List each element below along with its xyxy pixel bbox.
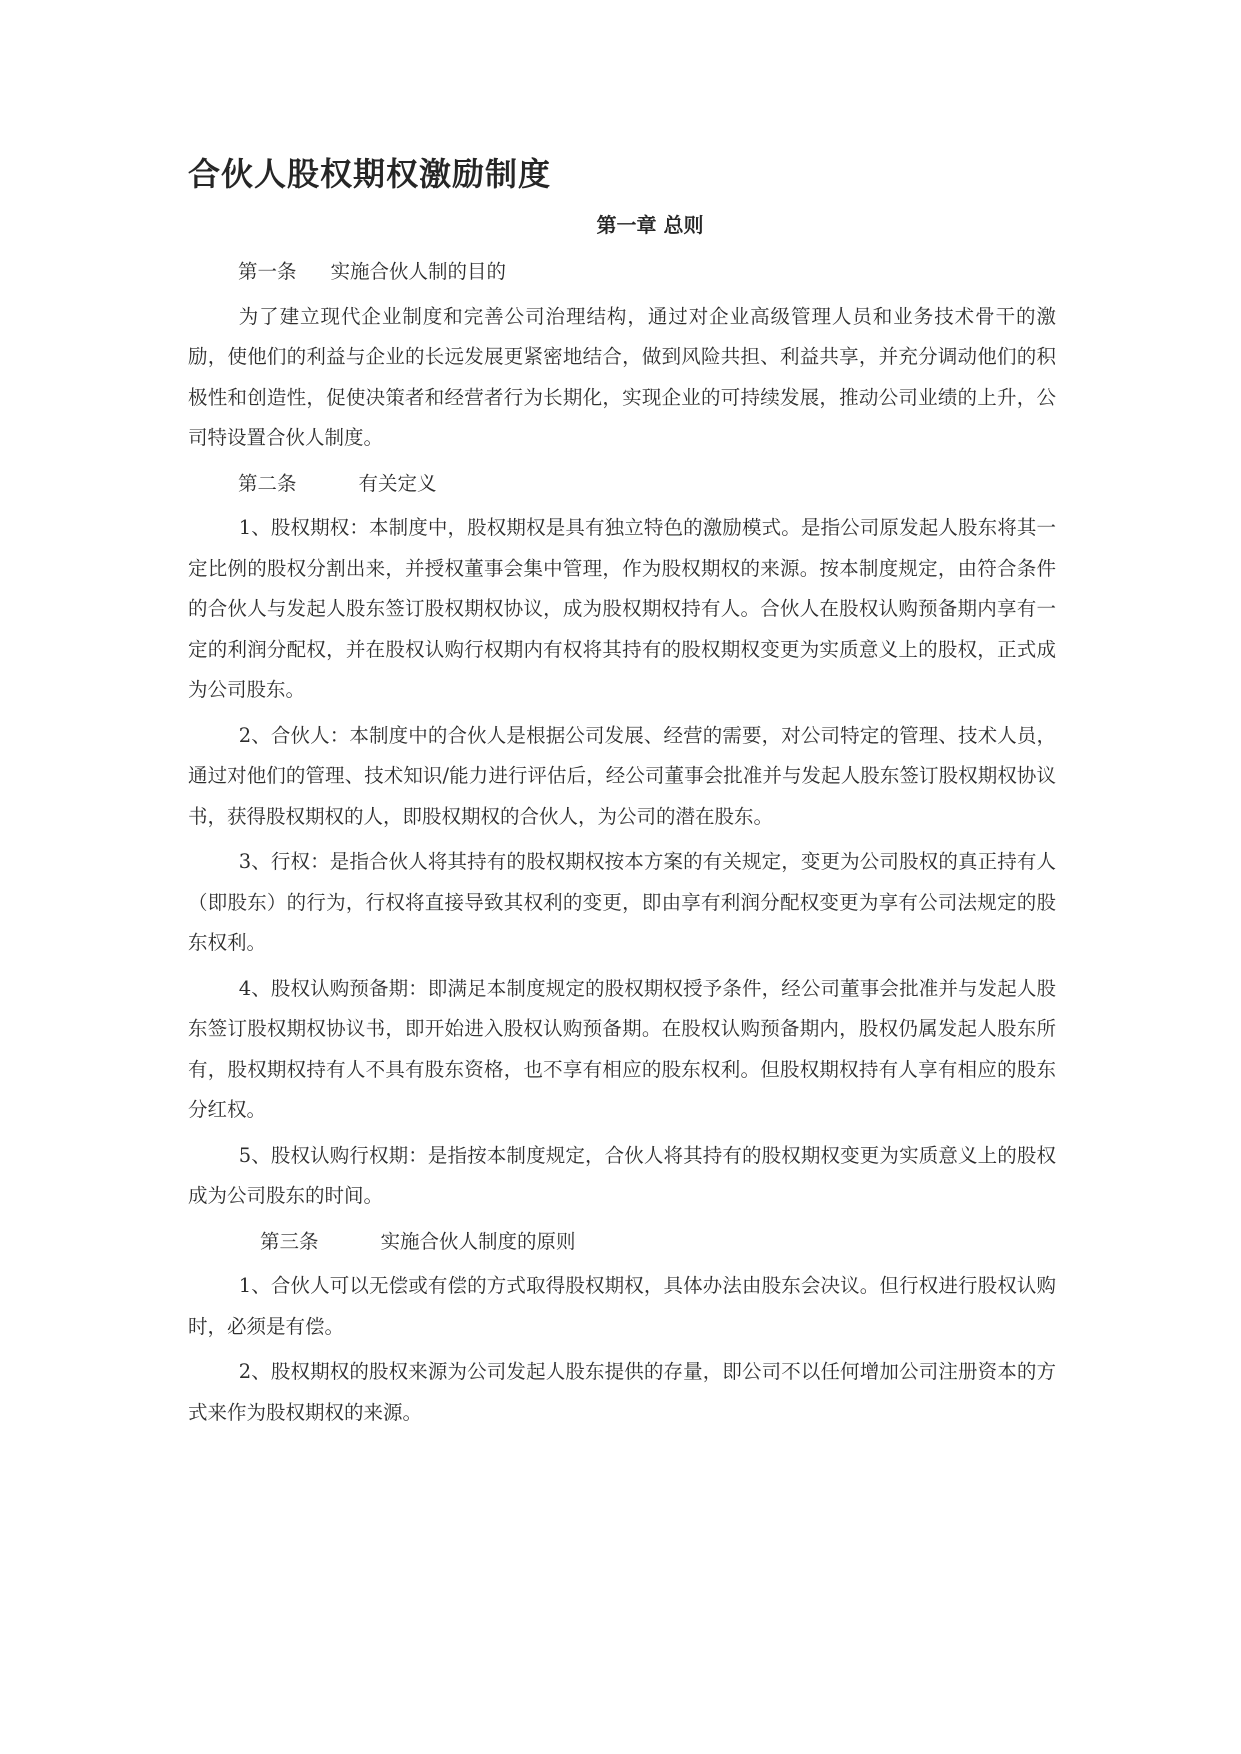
principle-item: 2、股权期权的股权来源为公司发起人股东提供的存量，即公司不以任何增加公司注册资本的方式来作为股权期权的来源。 [188, 1360, 1056, 1424]
article-2-heading [188, 464, 1056, 505]
article-1-number: 第一条 [238, 260, 297, 283]
definition-item: 2、合伙人：本制度中的合伙人是根据公司发展、经营的需要，对公司特定的管理、技术人员，通过对他们的管理、技术知识/能力进行评估后，经公司董事会批准并与发起人股东签订股权期权协议书，获得股权期权的人，即股权期权的合伙人，为公司的潜在股东。 [188, 723, 1056, 828]
article-1-paragraph: 为了建立现代企业制度和完善公司治理结构，通过对企业高级管理人员和业务技术骨干的激励，使他们的利益与企业的长远发展更紧密地结合，做到风险共担、利益共享，并充分调动他们的积极性和创造性，促使决策者和经营者行为长期化，实现企业的可持续发展，推动公司业绩的上升，公司特设置合伙人制度。 [188, 304, 1056, 449]
article-3-number: 第三条 [260, 1229, 319, 1253]
article-1-heading [188, 252, 1056, 293]
document-title: 合伙人股权期权激励制度 [188, 155, 552, 193]
article-3-title: 实施合伙人制度的原则 [380, 1229, 576, 1253]
definition-item: 5、股权认购行权期：是指按本制度规定，合伙人将其持有的股权期权变更为实质意义上的股权成为公司股东的时间。 [188, 1143, 1056, 1207]
article-2-number: 第二条 [238, 471, 297, 495]
definition-item: 4、股权认购预备期：即满足本制度规定的股权期权授予条件，经公司董事会批准并与发起人股东签订股权期权协议书，即开始进入股权认购预备期。在股权认购预备期内，股权仍属发起人股东所有，股权期权持有人不具有股东资格，也不享有相应的股东权利。但股权期权持有人享有相应的股东分红权。 [188, 976, 1056, 1121]
document-body [188, 252, 1056, 1438]
principle-item: 1、合伙人可以无偿或有偿的方式取得股权期权，具体办法由股东会决议。但行权进行股权认购时，必须是有偿。 [188, 1274, 1056, 1338]
article-3-heading [188, 1222, 1056, 1263]
article-2-title: 有关定义 [358, 471, 437, 495]
article-1-title: 实施合伙人制的目的 [330, 260, 507, 283]
chapter-heading: 第一章 总则 [596, 213, 704, 237]
definition-item: 1、股权期权：本制度中，股权期权是具有独立特色的激励模式。是指公司原发起人股东将其一定比例的股权分割出来，并授权董事会集中管理，作为股权期权的来源。按本制度规定，由符合条件的合伙人与发起人股东签订股权期权协议，成为股权期权持有人。合伙人在股权认购预备期内享有一定的利润分配权，并在股权认购行权期内有权将其持有的股权期权变更为实质意义上的股权，正式成为公司股东。 [188, 516, 1056, 701]
definition-item: 3、行权：是指合伙人将其持有的股权期权按本方案的有关规定，变更为公司股权的真正持有人（即股东）的行为，行权将直接导致其权利的变更，即由享有利润分配权变更为享有公司法规定的股东权利。 [188, 850, 1056, 954]
